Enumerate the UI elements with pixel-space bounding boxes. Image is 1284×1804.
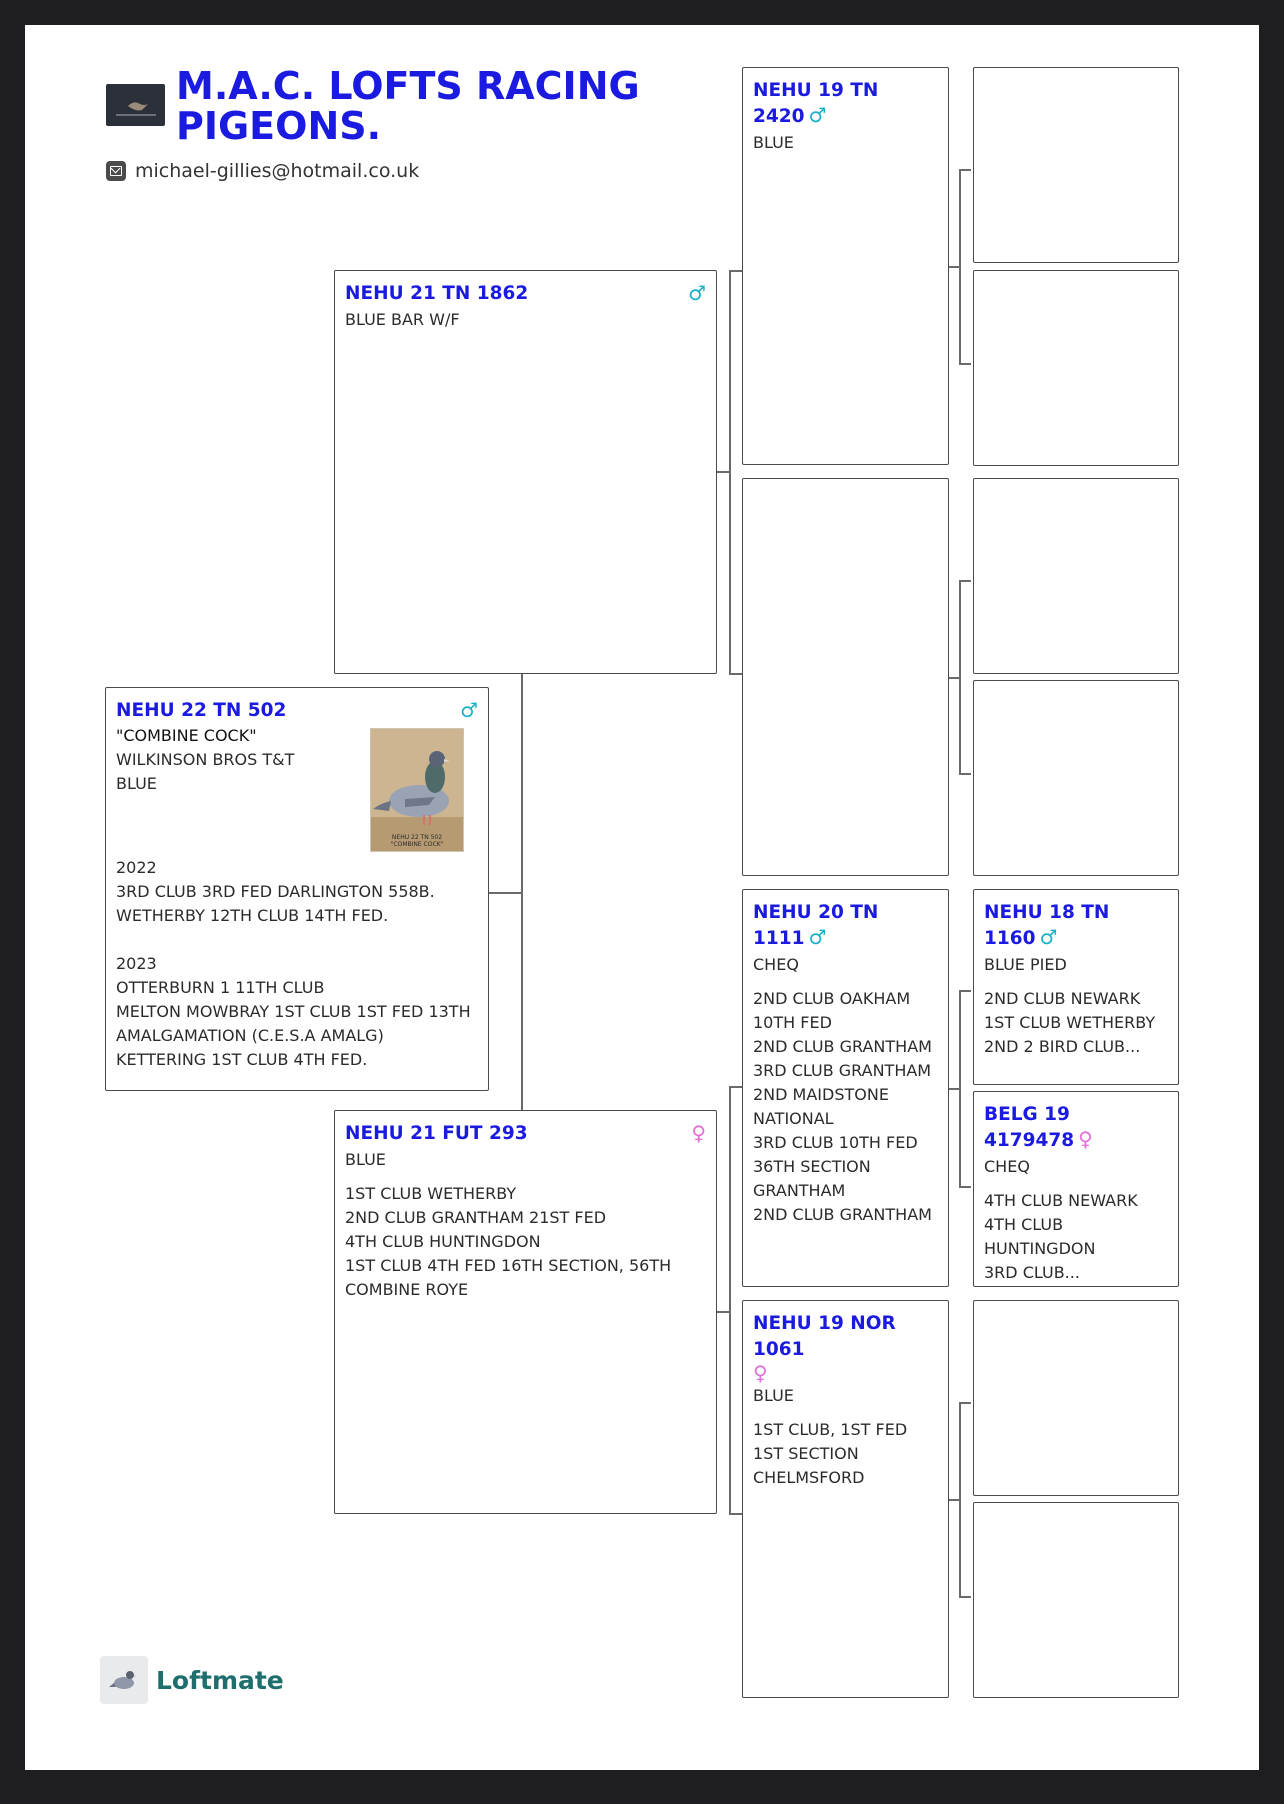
- connector-line: [959, 363, 971, 365]
- male-icon: ♂: [808, 102, 827, 127]
- connector-line: [949, 1499, 959, 1501]
- loft-logo-icon: [106, 84, 165, 126]
- pigeon-icon: [371, 729, 463, 851]
- female-icon: ♀: [691, 1121, 706, 1145]
- connector-line: [959, 1596, 971, 1598]
- male-icon: ♂: [460, 698, 478, 722]
- male-icon: ♂: [1039, 924, 1058, 949]
- sire-ring-number: NEHU 21 TN 1862: [345, 283, 529, 304]
- connector-line: [729, 270, 731, 673]
- dam-ring-number: NEHU 21 FUT 293: [345, 1123, 528, 1144]
- photo-caption: NEHU 22 TN 502 "COMBINE COCK": [390, 834, 444, 848]
- email-text[interactable]: michael-gillies@hotmail.co.uk: [135, 160, 420, 182]
- male-icon: ♂: [808, 924, 827, 949]
- ggp-card-8[interactable]: [973, 1502, 1179, 1698]
- connector-line: [949, 266, 959, 268]
- connector-line: [949, 677, 959, 679]
- connector-line: [729, 1513, 742, 1515]
- dam-notes: 1ST CLUB WETHERBY 2ND CLUB GRANTHAM 21ST FED 4TH CLUB HUNTINGDON 1ST CLUB 4TH FED 16TH SECTION, 56TH COMBINE ROYE: [345, 1183, 672, 1299]
- subject-name: "COMBINE COCK": [116, 725, 257, 745]
- dam-sire-colour: CHEQ: [753, 954, 799, 974]
- dam-sire-ring-number: NEHU 20 TN 1111 ♂: [753, 902, 879, 949]
- sire-colour: BLUE BAR W/F: [345, 309, 460, 329]
- connector-line: [729, 1086, 731, 1514]
- subject-pigeon-card[interactable]: [105, 687, 489, 1091]
- dam-dam-ring-number: NEHU 19 NOR 1061: [753, 1313, 896, 1360]
- connector-line: [729, 270, 742, 272]
- subject-breeder: WILKINSON BROS T&T: [116, 749, 295, 769]
- dam-colour: BLUE: [345, 1149, 386, 1169]
- ggp-5-ring-number: NEHU 18 TN 1160 ♂: [984, 902, 1110, 949]
- connector-line: [959, 580, 971, 582]
- ggp-card-7[interactable]: [973, 1300, 1179, 1496]
- ggp-card-3[interactable]: [973, 478, 1179, 674]
- dam-dam-card[interactable]: [742, 1300, 949, 1698]
- connector-line: [959, 580, 961, 774]
- connector-line: [959, 1402, 971, 1404]
- connector-line: [959, 773, 971, 775]
- connector-line: [959, 1186, 971, 1188]
- connector-line: [959, 1402, 961, 1597]
- connector-line: [717, 1311, 729, 1313]
- pigeon-photo[interactable]: [370, 728, 464, 852]
- connector-line: [959, 990, 971, 992]
- sire-card[interactable]: [334, 270, 717, 674]
- sire-sire-colour: BLUE: [753, 132, 794, 152]
- ggp-card-6[interactable]: [973, 1091, 1179, 1287]
- subject-ring-number: NEHU 22 TN 502: [116, 700, 287, 721]
- dam-dam-colour: BLUE: [753, 1385, 794, 1405]
- ggp-5-notes: 2ND CLUB NEWARK 1ST CLUB WETHERBY 2ND 2 BIRD CLUB...: [984, 988, 1156, 1056]
- male-icon: ♂: [688, 281, 706, 305]
- page-title: M.A.C. LOFTS RACING PIGEONS.: [176, 64, 640, 148]
- dam-dam-notes: 1ST CLUB, 1ST FED 1ST SECTION CHELMSFORD: [753, 1419, 908, 1487]
- subject-colour: BLUE: [116, 773, 157, 793]
- ggp-6-colour: CHEQ: [984, 1156, 1030, 1176]
- ggp-card-2[interactable]: [973, 270, 1179, 466]
- ggp-card-1[interactable]: [973, 67, 1179, 263]
- connector-line: [521, 674, 523, 1110]
- female-icon: ♀: [753, 1360, 768, 1385]
- pigeon-icon: [100, 1656, 148, 1704]
- dam-sire-notes: 2ND CLUB OAKHAM 10TH FED 2ND CLUB GRANTHAM 3RD CLUB GRANTHAM 2ND MAIDSTONE NATIONAL 3RD CLUB 10TH FED 36TH SECTION GRANTHAM 2ND CLUB GRANTHAM: [753, 988, 932, 1224]
- connector-line: [729, 673, 742, 675]
- dam-card[interactable]: [334, 1110, 717, 1514]
- connector-line: [959, 990, 961, 1186]
- female-icon: ♀: [1078, 1126, 1093, 1151]
- connector-line: [949, 1088, 959, 1090]
- ggp-card-4[interactable]: [973, 680, 1179, 876]
- ggp-6-notes: 4TH CLUB NEWARK 4TH CLUB HUNTINGDON 3RD CLUB...: [984, 1190, 1138, 1282]
- ggp-6-ring-number: BELG 19 4179478 ♀: [984, 1104, 1093, 1151]
- dam-sire-card[interactable]: [742, 889, 949, 1287]
- loftmate-brand[interactable]: [100, 1656, 284, 1704]
- sire-dam-card[interactable]: [742, 478, 949, 876]
- brand-name: Loftmate: [156, 1665, 284, 1695]
- subject-notes: 2022 3RD CLUB 3RD FED DARLINGTON 558B. WETHERBY 12TH CLUB 14TH FED. 2023 OTTERBURN 1 11TH CLUB MELTON MOWBRAY 1ST CLUB 1ST FED 13TH AMALGAMATION (C.E.S.A AMALG) KETTERING 1ST CLUB 4TH FED.: [116, 857, 471, 1069]
- email-contact[interactable]: [106, 160, 419, 182]
- sire-sire-card[interactable]: [742, 67, 949, 465]
- connector-line: [959, 169, 971, 171]
- ggp-card-5[interactable]: [973, 889, 1179, 1085]
- connector-line: [717, 471, 729, 473]
- connector-line: [489, 892, 521, 894]
- connector-line: [959, 169, 961, 364]
- sire-sire-ring-number: NEHU 19 TN 2420 ♂: [753, 80, 879, 127]
- mail-icon: [106, 161, 126, 181]
- ggp-5-colour: BLUE PIED: [984, 954, 1067, 974]
- connector-line: [729, 1086, 742, 1088]
